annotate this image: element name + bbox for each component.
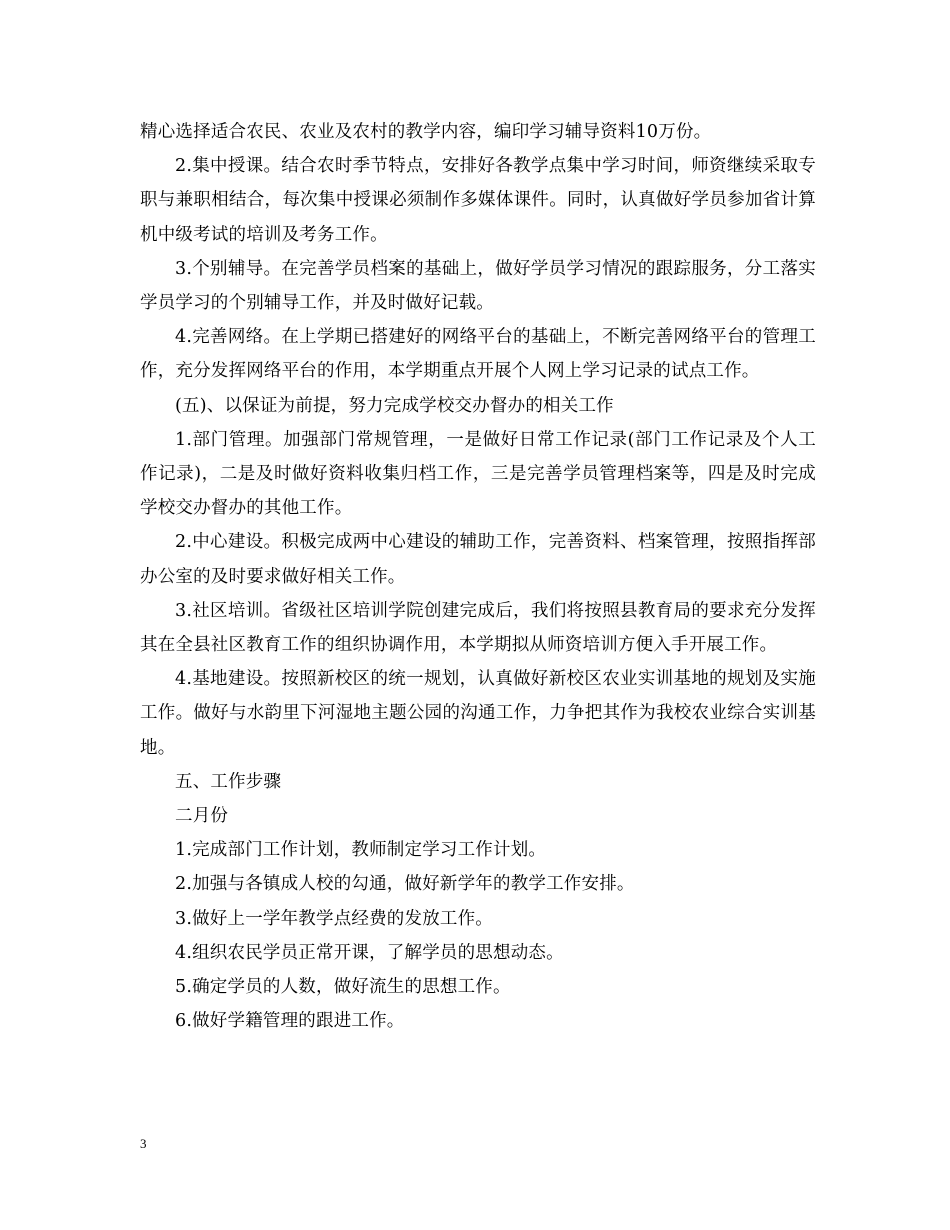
subsection-heading: 二月份 [175, 806, 229, 827]
paragraph: 2.中心建设。积极完成两中心建设的辅助工作，完善资料、档案管理，按照指挥部办公室的及时要求做好相关工作。 [140, 532, 816, 587]
section-heading: 五、工作步骤 [175, 771, 282, 792]
list-item: 5.确定学员的人数，做好流生的思想工作。 [175, 977, 511, 998]
paragraph: 精心选择适合农民、农业及农村的教学内容，编印学习辅导资料10万份。 [140, 122, 712, 142]
list-item: 2.加强与各镇成人校的勾通，做好新学年的教学工作安排。 [175, 874, 635, 895]
paragraph: 3.个别辅导。在完善学员档案的基础上，做好学员学习情况的跟踪服务，分工落实学员学习的个别辅导工作，并及时做好记载。 [140, 258, 816, 314]
section-heading: (五)、以保证为前提，努力完成学校交办督办的相关工作 [175, 395, 614, 416]
list-item: 1.完成部门工作计划，教师制定学习工作计划。 [175, 840, 547, 861]
list-item: 3.做好上一学年教学点经费的发放工作。 [175, 908, 493, 929]
list-item: 6.做好学籍管理的跟进工作。 [175, 1011, 405, 1032]
paragraph: 1.部门管理。加强部门常规管理，一是做好日常工作记录(部门工作记录及个人工作记录)，二是及时做好资料收集归档工作，三是完善学员管理档案等，四是及时完成学校交办督办的其他工作。 [140, 429, 816, 519]
document-body [140, 115, 816, 1038]
paragraph: 3.社区培训。省级社区培训学院创建完成后，我们将按照县教育局的要求充分发挥其在全县社区教育工作的组织协调作用，本学期拟从师资培训方便入手开展工作。 [140, 600, 816, 656]
page-number: 3 [140, 1136, 147, 1151]
list-item: 4.组织农民学员正常开课，了解学员的思想动态。 [175, 942, 564, 963]
paragraph: 4.基地建设。按照新校区的统一规划，认真做好新校区农业实训基地的规划及实施工作。做好与水韵里下河湿地主题公园的沟通工作，力争把其作为我校农业综合实训基地。 [140, 669, 816, 758]
paragraph: 4.完善网络。在上学期已搭建好的网络平台的基础上，不断完善网络平台的管理工作，充分发挥网络平台的作用，本学期重点开展个人网上学习记录的试点工作。 [140, 327, 816, 382]
paragraph: 2.集中授课。结合农时季节特点，安排好各教学点集中学习时间，师资继续采取专职与兼职相结合，每次集中授课必须制作多媒体课件。同时，认真做好学员参加省计算机中级考试的培训及考务工作。 [140, 156, 816, 245]
